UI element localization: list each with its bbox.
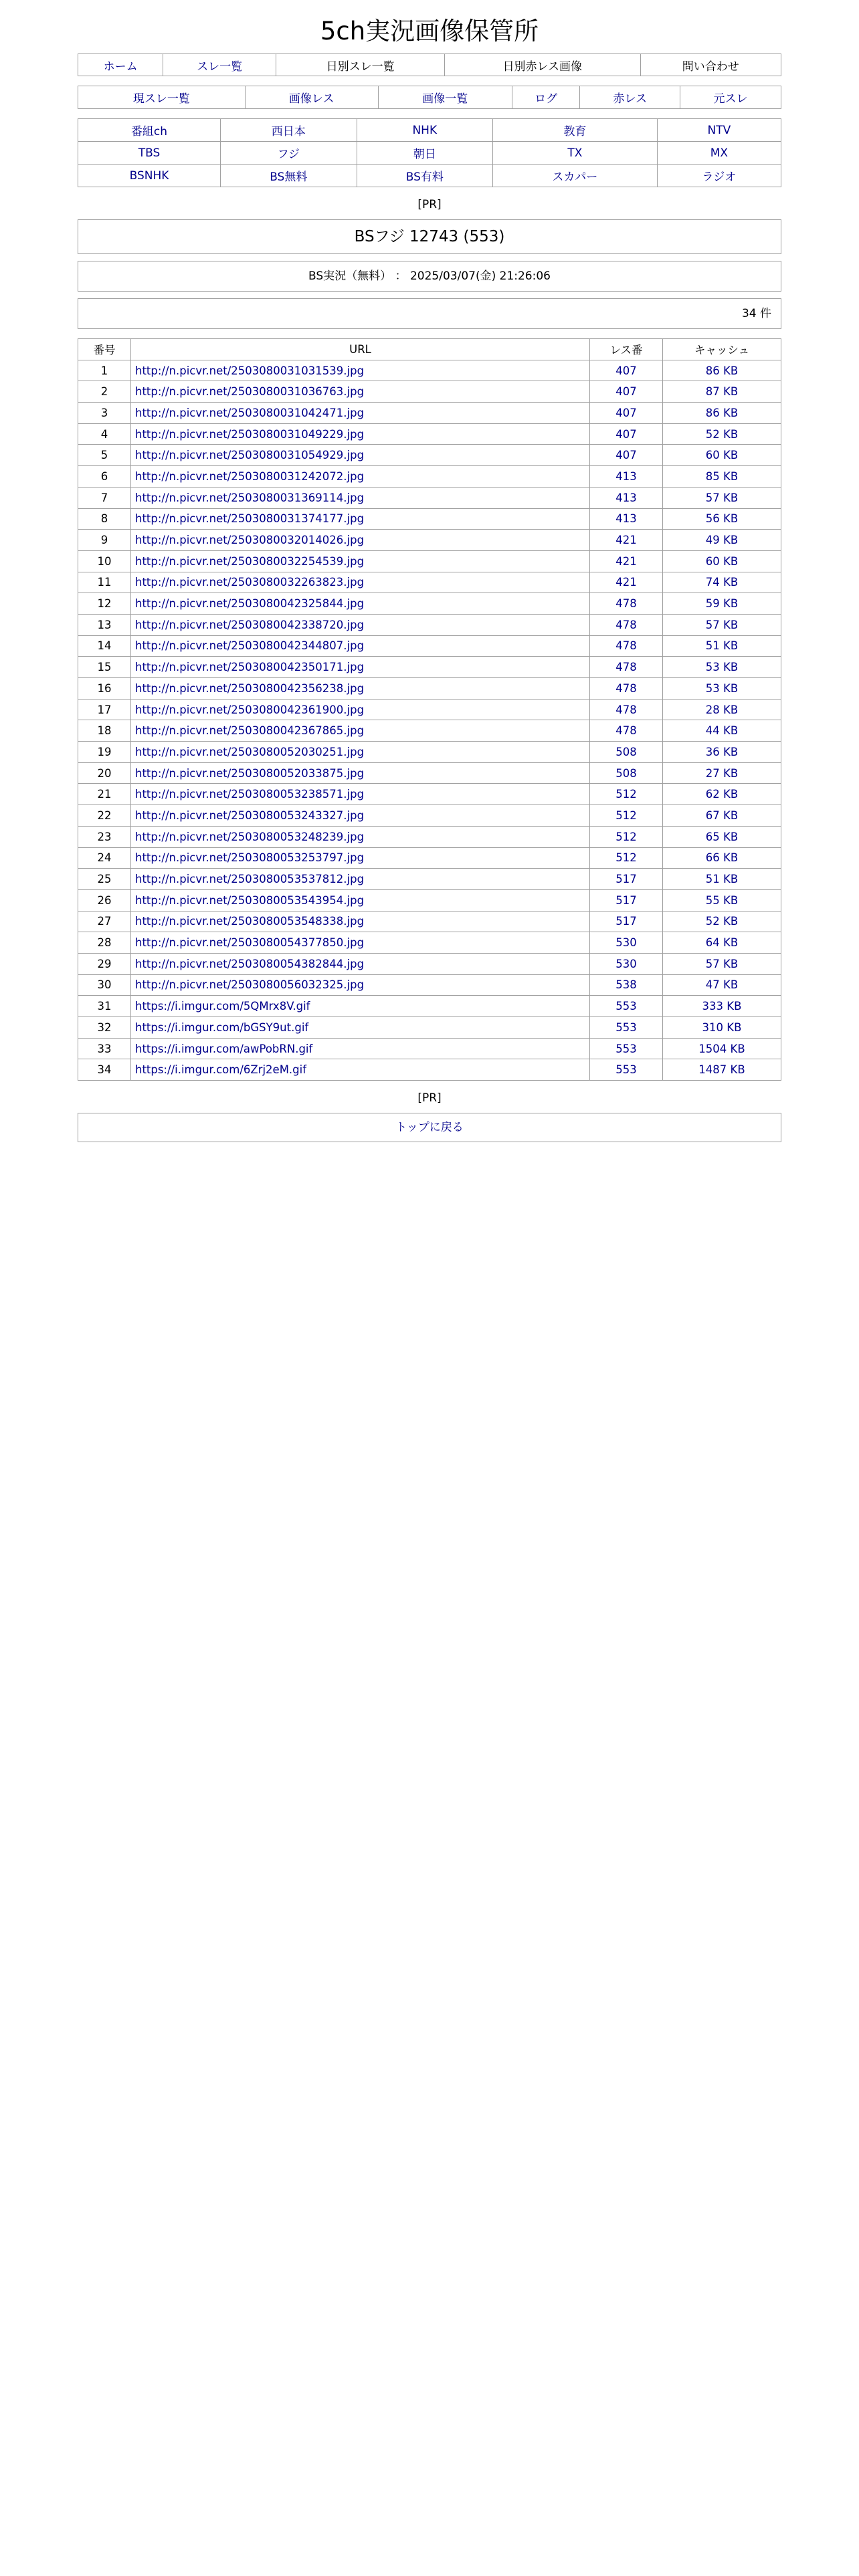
row-number: 1	[78, 360, 131, 381]
image-url-link[interactable]: http://n.picvr.net/2503080032014026.jpg	[131, 530, 590, 551]
row-number: 29	[78, 953, 131, 974]
cache-size-link[interactable]: 44 KB	[663, 720, 781, 742]
table-row	[78, 1038, 781, 1059]
row-number: 16	[78, 678, 131, 700]
table-row	[78, 466, 781, 488]
row-number: 17	[78, 699, 131, 720]
channel-tx[interactable]: TX	[493, 142, 658, 165]
image-url-link[interactable]: http://n.picvr.net/2503080053248239.jpg	[131, 826, 590, 847]
nav-daily-thread-list[interactable]: 日別スレ一覧	[276, 54, 445, 76]
nav-home[interactable]: ホーム	[78, 54, 163, 76]
res-number-link[interactable]: 413	[590, 487, 663, 508]
cache-size-link[interactable]: 86 KB	[663, 403, 781, 424]
table-row	[78, 784, 781, 805]
res-number-link[interactable]: 478	[590, 635, 663, 657]
cache-size-link[interactable]: 55 KB	[663, 889, 781, 911]
image-url-link[interactable]: http://n.picvr.net/2503080031374177.jpg	[131, 508, 590, 530]
row-number: 12	[78, 593, 131, 615]
row-number: 20	[78, 762, 131, 784]
nav-log[interactable]: ログ	[512, 86, 580, 109]
table-row	[78, 508, 781, 530]
cache-size-link[interactable]: 87 KB	[663, 381, 781, 403]
row-number: 5	[78, 445, 131, 466]
res-number-link[interactable]: 413	[590, 508, 663, 530]
image-url-link[interactable]: http://n.picvr.net/2503080031049229.jpg	[131, 423, 590, 445]
cache-size-link[interactable]: 57 KB	[663, 487, 781, 508]
res-number-link[interactable]: 553	[590, 1017, 663, 1039]
table-row	[78, 381, 781, 403]
cache-size-link[interactable]: 62 KB	[663, 784, 781, 805]
channel-mx[interactable]: MX	[657, 142, 781, 165]
table-row	[78, 889, 781, 911]
cache-size-link[interactable]: 53 KB	[663, 678, 781, 700]
row-number: 30	[78, 974, 131, 996]
table-row	[78, 530, 781, 551]
image-url-link[interactable]: http://n.picvr.net/2503080053243327.jpg	[131, 805, 590, 827]
image-url-link[interactable]: http://n.picvr.net/2503080053253797.jpg	[131, 847, 590, 869]
row-number: 13	[78, 614, 131, 635]
cache-size-link[interactable]: 52 KB	[663, 911, 781, 932]
site-title[interactable]: 5ch実況画像保管所	[320, 17, 539, 45]
header-number: 番号	[78, 339, 131, 360]
table-row	[78, 593, 781, 615]
cache-size-link[interactable]: 56 KB	[663, 508, 781, 530]
sub-nav	[78, 86, 781, 109]
res-number-link[interactable]: 478	[590, 593, 663, 615]
table-row	[78, 678, 781, 700]
row-number: 22	[78, 805, 131, 827]
cache-size-link[interactable]: 51 KB	[663, 635, 781, 657]
cache-size-link[interactable]: 86 KB	[663, 360, 781, 381]
res-number-link[interactable]: 517	[590, 869, 663, 890]
image-url-link[interactable]: http://n.picvr.net/2503080052033875.jpg	[131, 762, 590, 784]
res-number-link[interactable]: 508	[590, 762, 663, 784]
cache-size-link[interactable]: 333 KB	[663, 996, 781, 1017]
row-number: 15	[78, 657, 131, 678]
main-nav	[78, 53, 781, 76]
image-url-link[interactable]: http://n.picvr.net/2503080054382844.jpg	[131, 953, 590, 974]
image-url-link[interactable]: http://n.picvr.net/2503080053238571.jpg	[131, 784, 590, 805]
nav-original-thread[interactable]: 元スレ	[680, 86, 781, 109]
res-number-link[interactable]: 421	[590, 572, 663, 593]
table-row	[78, 1059, 781, 1081]
table-row	[78, 1017, 781, 1039]
nav-image-res[interactable]: 画像レス	[245, 86, 378, 109]
res-number-link[interactable]: 478	[590, 678, 663, 700]
header-cache: キャッシュ	[663, 339, 781, 360]
res-number-link[interactable]: 407	[590, 381, 663, 403]
table-row	[78, 360, 781, 381]
image-url-link[interactable]: http://n.picvr.net/2503080042344807.jpg	[131, 635, 590, 657]
channel-asahi[interactable]: 朝日	[357, 142, 493, 165]
row-number: 4	[78, 423, 131, 445]
nav-image-list[interactable]: 画像一覧	[378, 86, 512, 109]
res-number-link[interactable]: 478	[590, 699, 663, 720]
cache-size-link[interactable]: 57 KB	[663, 614, 781, 635]
table-row	[78, 974, 781, 996]
res-number-link[interactable]: 407	[590, 360, 663, 381]
table-row	[78, 847, 781, 869]
res-number-link[interactable]: 478	[590, 614, 663, 635]
res-number-link[interactable]: 407	[590, 445, 663, 466]
image-url-link[interactable]: https://i.imgur.com/bGSY9ut.gif	[131, 1017, 590, 1039]
row-number: 26	[78, 889, 131, 911]
channel-fuji[interactable]: フジ	[221, 142, 357, 165]
row-number: 11	[78, 572, 131, 593]
res-number-link[interactable]: 512	[590, 784, 663, 805]
cache-size-link[interactable]: 74 KB	[663, 572, 781, 593]
cache-size-link[interactable]: 27 KB	[663, 762, 781, 784]
cache-size-link[interactable]: 1504 KB	[663, 1038, 781, 1059]
cache-size-link[interactable]: 36 KB	[663, 742, 781, 763]
thread-info: BS実況（無料） ： 2025/03/07(金) 21:26:06	[78, 261, 781, 292]
row-number: 6	[78, 466, 131, 488]
row-number: 7	[78, 487, 131, 508]
thread-title: BSフジ 12743 (553)	[78, 219, 781, 254]
row-number: 2	[78, 381, 131, 403]
row-number: 21	[78, 784, 131, 805]
res-number-link[interactable]: 478	[590, 720, 663, 742]
res-number-link[interactable]: 407	[590, 423, 663, 445]
channel-ntv[interactable]: NTV	[657, 119, 781, 142]
row-number: 33	[78, 1038, 131, 1059]
image-url-link[interactable]: http://n.picvr.net/2503080053543954.jpg	[131, 889, 590, 911]
cache-size-link[interactable]: 49 KB	[663, 530, 781, 551]
res-number-link[interactable]: 553	[590, 1038, 663, 1059]
channel-radio[interactable]: ラジオ	[657, 165, 781, 187]
image-url-link[interactable]: http://n.picvr.net/2503080031036763.jpg	[131, 381, 590, 403]
cache-size-link[interactable]: 60 KB	[663, 445, 781, 466]
nav-red-res[interactable]: 赤レス	[580, 86, 680, 109]
res-number-link[interactable]: 508	[590, 742, 663, 763]
image-rows	[78, 360, 781, 1080]
header-res-number: レス番	[590, 339, 663, 360]
channel-program[interactable]: 番組ch	[78, 119, 221, 142]
table-row	[78, 487, 781, 508]
channel-west-japan[interactable]: 西日本	[221, 119, 357, 142]
channel-bsnhk[interactable]: BSNHK	[78, 165, 221, 187]
image-url-link[interactable]: http://n.picvr.net/2503080052030251.jpg	[131, 742, 590, 763]
image-url-link[interactable]: http://n.picvr.net/2503080031054929.jpg	[131, 445, 590, 466]
nav-thread-list[interactable]: スレ一覧	[163, 54, 276, 76]
table-row	[78, 614, 781, 635]
image-url-link[interactable]: http://n.picvr.net/2503080042325844.jpg	[131, 593, 590, 615]
row-number: 31	[78, 996, 131, 1017]
cache-size-link[interactable]: 60 KB	[663, 550, 781, 572]
row-number: 18	[78, 720, 131, 742]
pr-label-top: [PR]	[417, 198, 442, 211]
table-row	[78, 423, 781, 445]
image-url-link[interactable]: http://n.picvr.net/2503080056032325.jpg	[131, 974, 590, 996]
res-number-link[interactable]: 530	[590, 932, 663, 954]
image-url-link[interactable]: http://n.picvr.net/2503080031369114.jpg	[131, 487, 590, 508]
pr-label-bottom: [PR]	[417, 1091, 442, 1105]
image-url-link[interactable]: http://n.picvr.net/2503080053537812.jpg	[131, 869, 590, 890]
cache-size-link[interactable]: 47 KB	[663, 974, 781, 996]
back-to-top-link[interactable]: トップに戻る	[78, 1113, 781, 1142]
row-number: 24	[78, 847, 131, 869]
image-url-link[interactable]: http://n.picvr.net/2503080042356238.jpg	[131, 678, 590, 700]
table-row	[78, 550, 781, 572]
row-number: 3	[78, 403, 131, 424]
res-number-link[interactable]: 530	[590, 953, 663, 974]
image-table	[78, 338, 781, 1081]
res-number-link[interactable]: 553	[590, 996, 663, 1017]
row-number: 34	[78, 1059, 131, 1081]
nav-daily-red-res-images[interactable]: 日別赤レス画像	[445, 54, 640, 76]
image-url-link[interactable]: http://n.picvr.net/2503080042350171.jpg	[131, 657, 590, 678]
cache-size-link[interactable]: 52 KB	[663, 423, 781, 445]
res-number-link[interactable]: 517	[590, 889, 663, 911]
image-url-link[interactable]: https://i.imgur.com/awPobRN.gif	[131, 1038, 590, 1059]
image-url-link[interactable]: http://n.picvr.net/2503080031042471.jpg	[131, 403, 590, 424]
row-number: 32	[78, 1017, 131, 1039]
table-row	[78, 720, 781, 742]
cache-size-link[interactable]: 28 KB	[663, 699, 781, 720]
image-url-link[interactable]: http://n.picvr.net/2503080054377850.jpg	[131, 932, 590, 954]
image-url-link[interactable]: http://n.picvr.net/2503080032254539.jpg	[131, 550, 590, 572]
cache-size-link[interactable]: 1487 KB	[663, 1059, 781, 1081]
res-number-link[interactable]: 407	[590, 403, 663, 424]
cache-size-link[interactable]: 65 KB	[663, 826, 781, 847]
row-number: 25	[78, 869, 131, 890]
row-number: 14	[78, 635, 131, 657]
image-url-link[interactable]: http://n.picvr.net/2503080031242072.jpg	[131, 466, 590, 488]
channel-bs-paid[interactable]: BS有料	[357, 165, 493, 187]
res-number-link[interactable]: 421	[590, 530, 663, 551]
channel-edu[interactable]: 教育	[493, 119, 658, 142]
cache-size-link[interactable]: 51 KB	[663, 869, 781, 890]
channel-tbs[interactable]: TBS	[78, 142, 221, 165]
row-number: 9	[78, 530, 131, 551]
table-row	[78, 635, 781, 657]
cache-size-link[interactable]: 57 KB	[663, 953, 781, 974]
image-url-link[interactable]: http://n.picvr.net/2503080042367865.jpg	[131, 720, 590, 742]
res-number-link[interactable]: 478	[590, 657, 663, 678]
table-row	[78, 403, 781, 424]
table-row	[78, 699, 781, 720]
image-url-link[interactable]: http://n.picvr.net/2503080031031539.jpg	[131, 360, 590, 381]
cache-size-link[interactable]: 59 KB	[663, 593, 781, 615]
row-number: 27	[78, 911, 131, 932]
image-url-link[interactable]: https://i.imgur.com/5QMrx8V.gif	[131, 996, 590, 1017]
cache-size-link[interactable]: 67 KB	[663, 805, 781, 827]
channel-nhk[interactable]: NHK	[357, 119, 493, 142]
table-row	[78, 657, 781, 678]
res-number-link[interactable]: 512	[590, 805, 663, 827]
cache-size-link[interactable]: 53 KB	[663, 657, 781, 678]
row-number: 19	[78, 742, 131, 763]
table-row	[78, 826, 781, 847]
table-row	[78, 996, 781, 1017]
table-row	[78, 742, 781, 763]
table-header-row	[78, 339, 781, 360]
cache-size-link[interactable]: 64 KB	[663, 932, 781, 954]
cache-size-link[interactable]: 310 KB	[663, 1017, 781, 1039]
table-row	[78, 805, 781, 827]
table-row	[78, 445, 781, 466]
channel-skyperfect[interactable]: スカパー	[493, 165, 658, 187]
row-number: 8	[78, 508, 131, 530]
header-url: URL	[131, 339, 590, 360]
result-count: 34 件	[78, 298, 781, 329]
image-url-link[interactable]: https://i.imgur.com/6Zrj2eM.gif	[131, 1059, 590, 1081]
image-url-link[interactable]: http://n.picvr.net/2503080032263823.jpg	[131, 572, 590, 593]
table-row	[78, 911, 781, 932]
cache-size-link[interactable]: 66 KB	[663, 847, 781, 869]
table-row	[78, 572, 781, 593]
image-url-link[interactable]: http://n.picvr.net/2503080042361900.jpg	[131, 699, 590, 720]
res-number-link[interactable]: 421	[590, 550, 663, 572]
table-row	[78, 953, 781, 974]
nav-current-threads[interactable]: 現スレ一覧	[78, 86, 246, 109]
row-number: 28	[78, 932, 131, 954]
image-url-link[interactable]: http://n.picvr.net/2503080053548338.jpg	[131, 911, 590, 932]
res-number-link[interactable]: 512	[590, 826, 663, 847]
table-row	[78, 869, 781, 890]
res-number-link[interactable]: 413	[590, 466, 663, 488]
channel-bs-free[interactable]: BS無料	[221, 165, 357, 187]
image-url-link[interactable]: http://n.picvr.net/2503080042338720.jpg	[131, 614, 590, 635]
cache-size-link[interactable]: 85 KB	[663, 466, 781, 488]
row-number: 23	[78, 826, 131, 847]
nav-contact[interactable]: 問い合わせ	[640, 54, 781, 76]
res-number-link[interactable]: 512	[590, 847, 663, 869]
table-row	[78, 932, 781, 954]
page-container	[78, 0, 781, 1142]
res-number-link[interactable]: 553	[590, 1059, 663, 1081]
channel-nav	[78, 118, 781, 187]
row-number: 10	[78, 550, 131, 572]
res-number-link[interactable]: 538	[590, 974, 663, 996]
table-row	[78, 762, 781, 784]
res-number-link[interactable]: 517	[590, 911, 663, 932]
